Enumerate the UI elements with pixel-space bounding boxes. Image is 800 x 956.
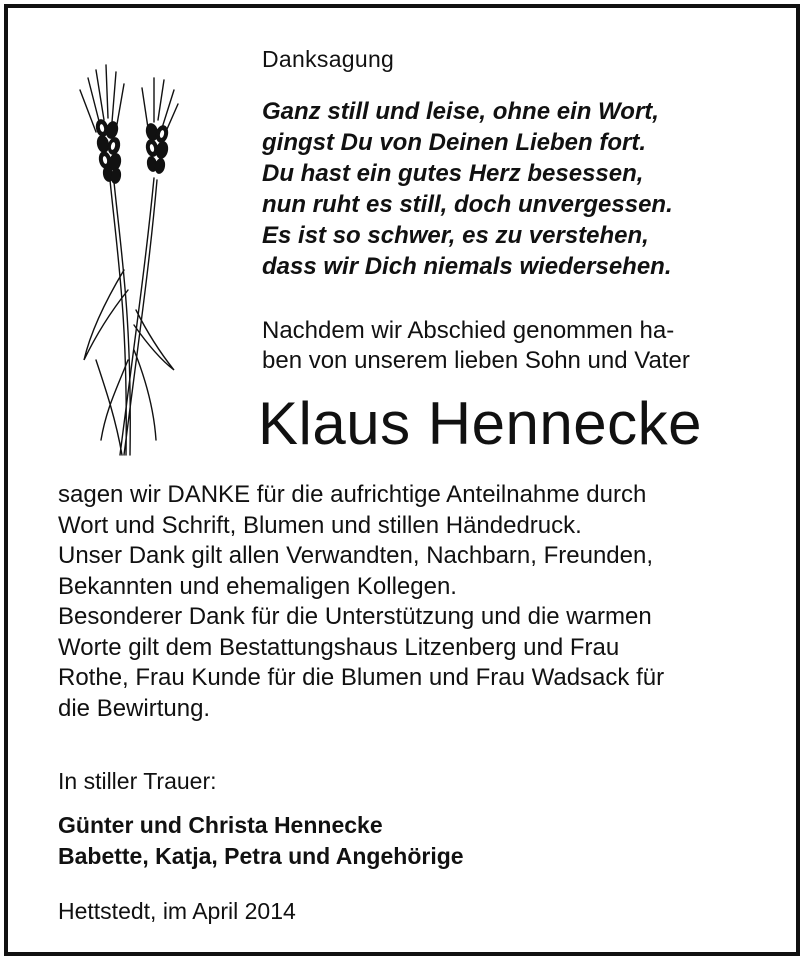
mourning-line: In stiller Trauer: xyxy=(58,768,217,794)
signer-line: Günter und Christa Hennecke xyxy=(58,812,383,838)
poem-line: Es ist so schwer, es zu verstehen, xyxy=(262,222,649,249)
signer-line: Babette, Katja, Petra und Angehörige xyxy=(58,843,464,869)
thanks-body xyxy=(58,480,758,724)
body-line: die Bewirtung. xyxy=(58,694,211,722)
notice-heading: Danksagung xyxy=(262,46,395,72)
poem-line: Ganz still und leise, ohne ein Wort, xyxy=(262,98,659,125)
deceased-name: Klaus Hennecke xyxy=(258,390,702,457)
body-line: Bekannten und ehemaligen Kollegen. xyxy=(58,572,457,600)
poem-line: dass wir Dich niemals wiedersehen. xyxy=(262,253,672,280)
body-line: sagen wir DANKE für die aufrichtige Anteilnahme durch xyxy=(58,481,647,508)
body-line: Worte gilt dem Bestattungshaus Litzenberg und Frau xyxy=(58,633,620,661)
poem-line: nun ruht es still, doch unvergessen. xyxy=(262,191,673,218)
wheat-ears-icon xyxy=(66,60,186,460)
notice-frame xyxy=(4,4,800,956)
place-date: Hettstedt, im April 2014 xyxy=(58,898,296,924)
body-line: Besonderer Dank für die Unterstützung und die warmen xyxy=(58,603,652,630)
memorial-poem xyxy=(262,96,762,282)
body-line: Unser Dank gilt allen Verwandten, Nachbarn, Freunden, xyxy=(58,542,654,569)
body-line: Wort und Schrift, Blumen und stillen Händedruck. xyxy=(58,511,582,539)
intro-text xyxy=(262,316,762,376)
signers xyxy=(58,810,464,872)
poem-line: Du hast ein gutes Herz besessen, xyxy=(262,160,644,187)
intro-line: Nachdem wir Abschied genommen ha- xyxy=(262,317,675,344)
poem-line: gingst Du von Deinen Lieben fort. xyxy=(262,129,646,156)
notice-content xyxy=(8,8,796,952)
intro-line: ben von unserem lieben Sohn und Vater xyxy=(262,347,690,374)
body-line: Rothe, Frau Kunde für die Blumen und Frau Wadsack für xyxy=(58,664,665,691)
